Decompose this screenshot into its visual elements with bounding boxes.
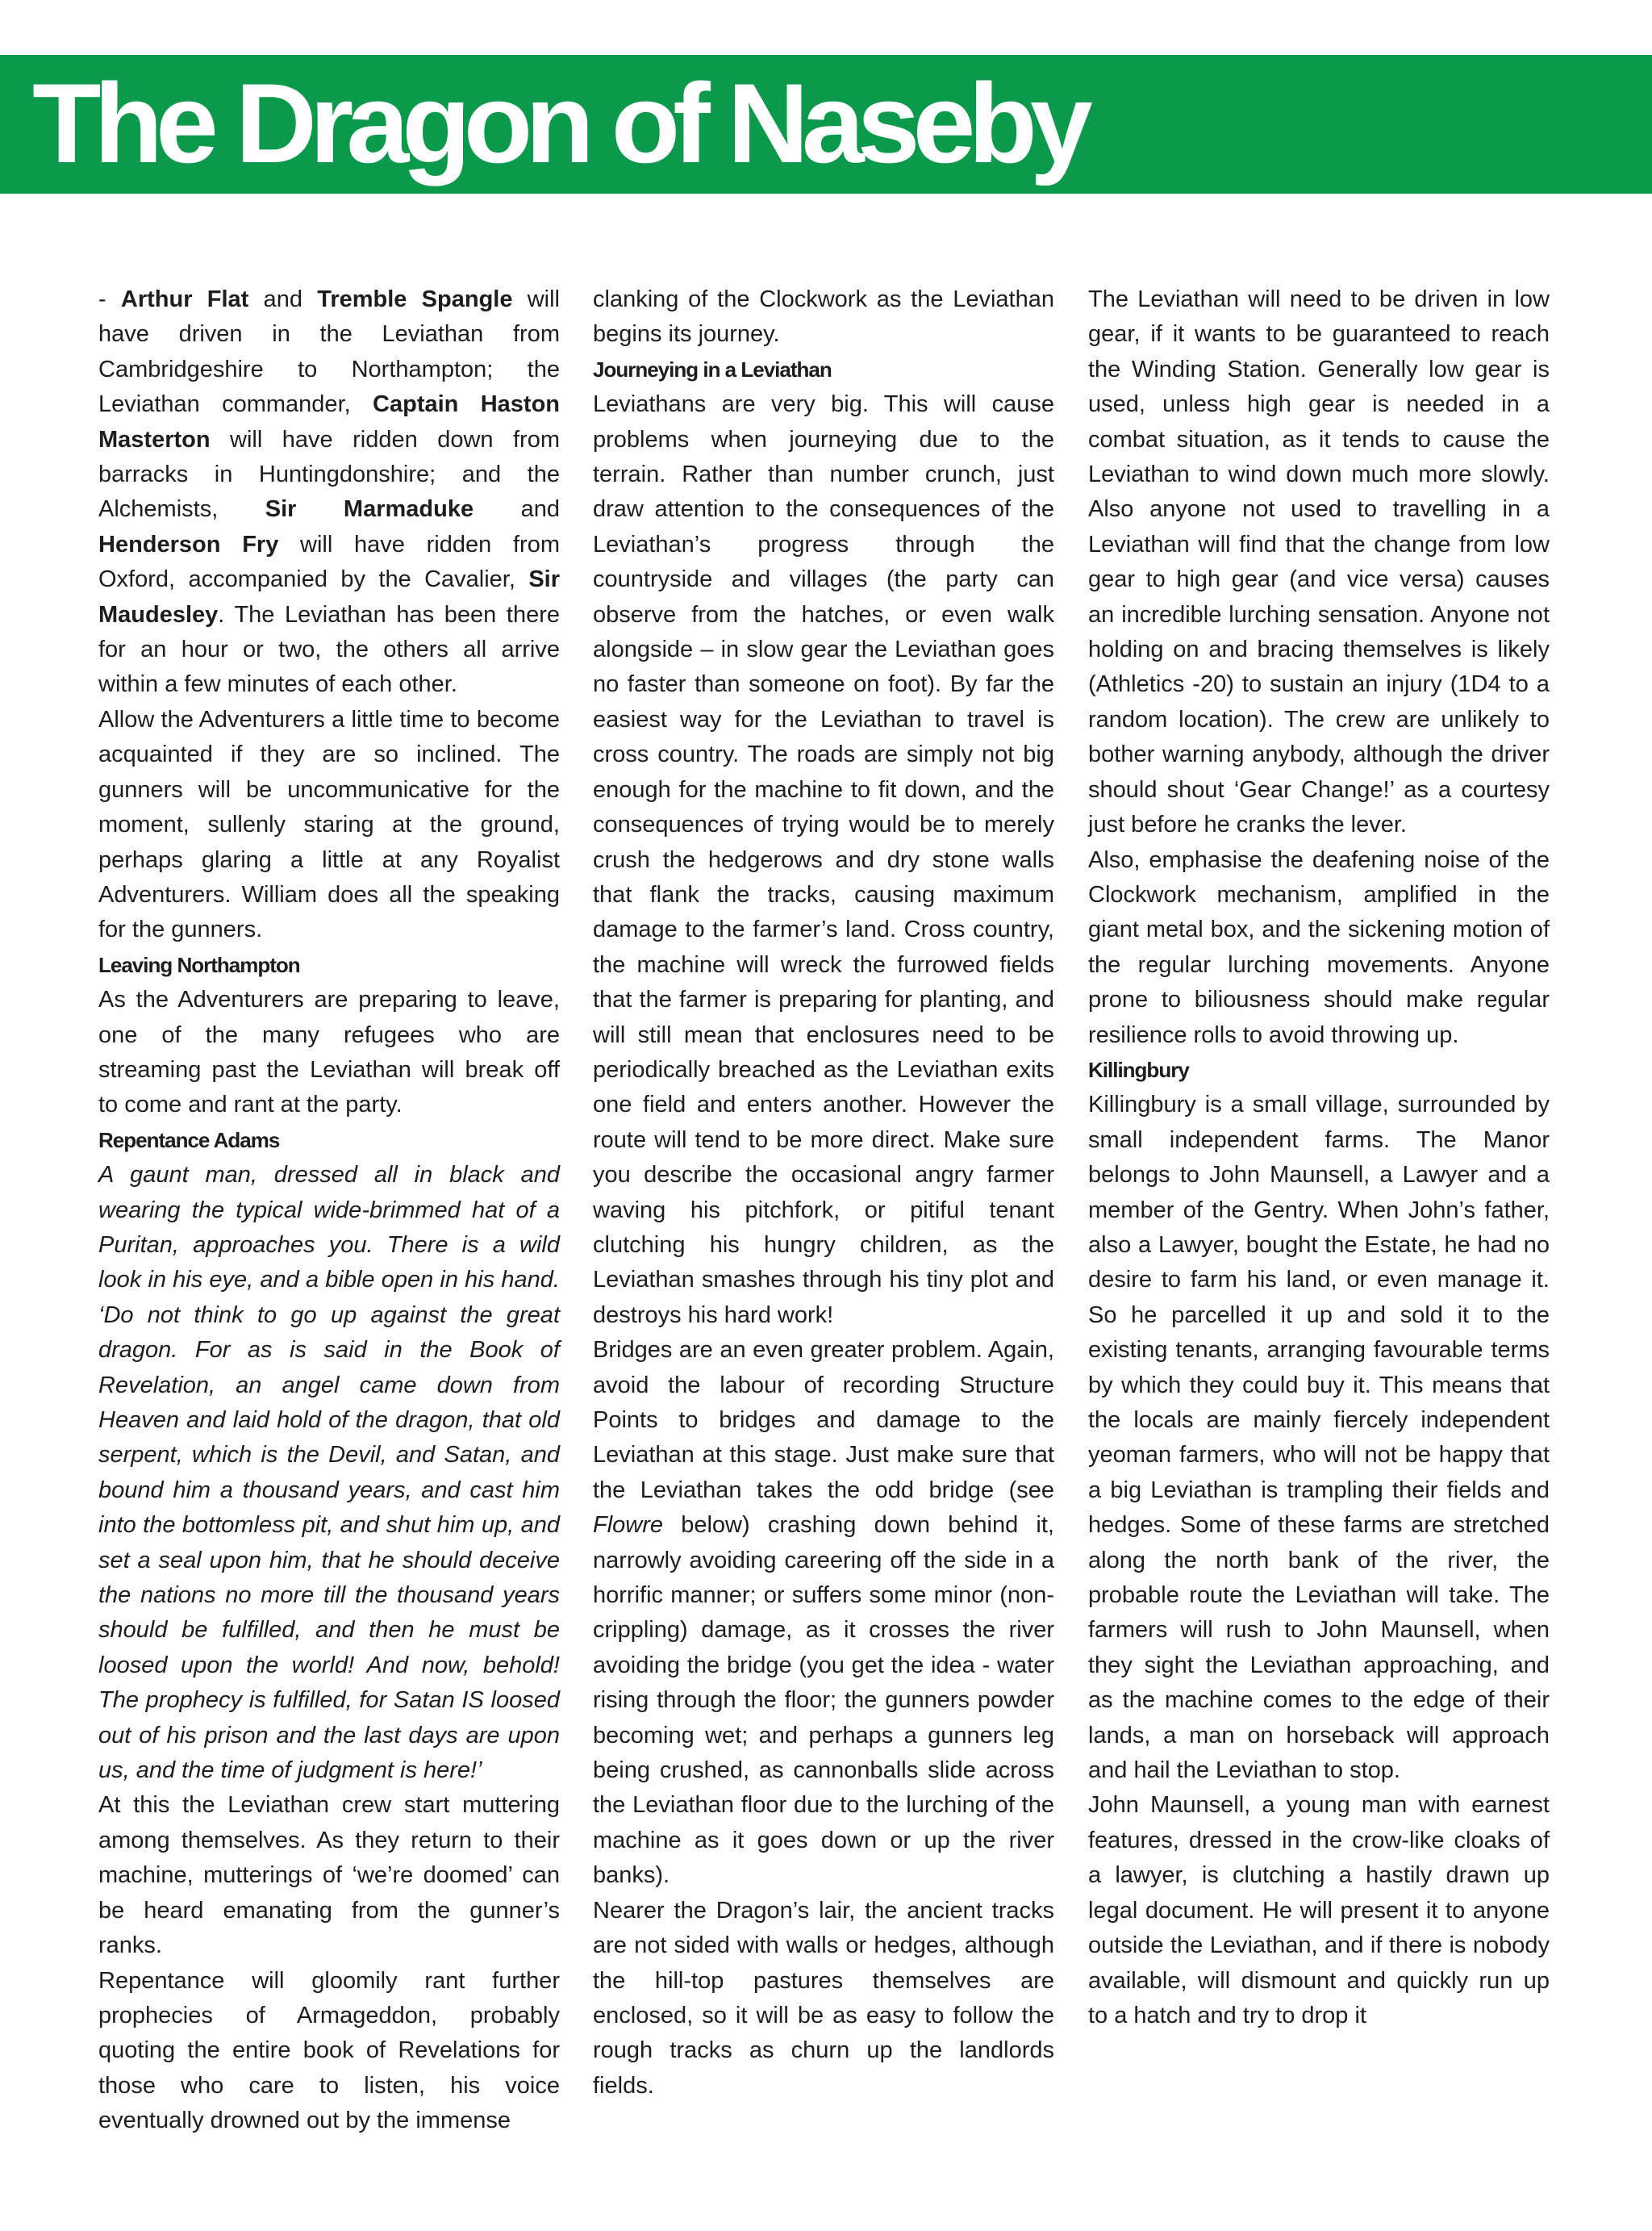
body-paragraph: The Leviathan will need to be driven in low gear, if it wants to be guaranteed to reach the Winding Station. Generally low gear is used, unless high gear is needed in a combat situation, as it tends to cause the Leviathan to wind down much more slowly. Also anyone not used to travelling in a Leviathan will find that the change from low gear to high gear (and vice versa) causes an incredible lurching sensation. Anyone not holding on and bracing themselves is likely (Athletics -20) to sustain an injury (1D4 to a random location). The crew are unlikely to bother warning anybody, although the driver should shout ‘Gear Change!’ as a courtesy just before he cranks the lever. (1088, 286, 1550, 838)
text-run: Bridges are an even greater problem. Again, avoid the labour of recording Structure Points to bridges and damage to the Leviathan at this stage. Just make sure that the Leviathan takes the odd bridge (see (593, 1337, 1054, 1503)
section-heading-journeying: Journeying in a Leviathan (593, 357, 832, 382)
cross-reference: Flowre (593, 1512, 664, 1539)
text-run: will have ridden down from barracks in Huntingdonshire; and the Alchemists, (98, 426, 560, 523)
text-column-3 (1088, 282, 1550, 2033)
character-name: Tremble Spangle (317, 286, 513, 312)
intro-paragraph (98, 282, 560, 703)
character-name: Henderson Fry (98, 531, 279, 558)
bridges-paragraph (593, 1333, 1054, 1894)
text-run: will have ridden from Oxford, accompanied by the Cavalier, (98, 531, 560, 593)
text-column-1 (98, 282, 560, 2139)
text-column-2 (593, 282, 1054, 2104)
text-run: will have driven in the Leviathan from Cambridgeshire to Northampton; the Leviathan commander, (98, 286, 560, 418)
body-paragraph: John Maunsell, a young man with earnest features, dressed in the crow-like cloaks of a lawyer, is clutching a hastily drawn up legal document. He will present it to anyone outside the Leviathan, and if there is nobody available, will dismount and quickly run up to a hatch and try to drop it (1088, 1792, 1550, 2028)
page-title: The Dragon of Naseby (32, 60, 1086, 186)
character-name: Sir Maudesley (98, 566, 560, 628)
body-paragraph: Leviathans are very big. This will cause problems when journeying due to the terrain. Rather than number crunch, just draw attention to the consequences of the Leviathan’s progress through the countryside and villages (the party can observe from the hatches, or even walk alongside – in slow gear the Leviathan goes no faster than someone on foot). By far the easiest way for the Leviathan to travel is cross country. The roads are simply not big enough for the machine to fit down, and the consequences of trying would be to merely crush the hedgerows and dry stone walls that flank the tracks, causing maximum damage to the farmer’s land. Cross country, the machine will wreck the furrowed fields that the farmer is preparing for planting, and will still mean that enclosures need to be periodically breached as the Leviathan exits one field and enters another. However the route will tend to be more direct. Make sure you describe the occasional angry farmer waving his pitchfork, or pitiful tenant clutching his hungry children, as the Leviathan smashes through his tiny plot and destroys his hard work! (593, 391, 1054, 1328)
character-name: Arthur Flat (120, 286, 249, 312)
section-heading-repentance-adams: Repentance Adams (98, 1127, 280, 1152)
section-heading-killingbury: Killingbury (1088, 1057, 1189, 1082)
section-heading-leaving-northampton: Leaving Northampton (98, 952, 300, 977)
body-paragraph: Repentance will gloomily rant further prophecies of Armageddon, probably quoting the entire book of Revelations for those who care to listen, his voice eventually drowned out by the immense (98, 1967, 560, 2134)
body-paragraph: Nearer the Dragon’s lair, the ancient tracks are not sided with walls or hedges, although the hill-top pastures themselves are enclosed, so it will be as easy to follow the rough tracks as churn up the landlords fields. (593, 1897, 1054, 2099)
body-paragraph: clanking of the Clockwork as the Leviathan begins its journey. (593, 286, 1054, 348)
title-banner (0, 55, 1652, 194)
body-paragraph: Killingbury is a small village, surrounded by small independent farms. The Manor belongs to John Maunsell, a Lawyer and a member of the Gentry. When John’s father, also a Lawyer, bought the Estate, he had no desire to farm his land, or even manage it. So he parcelled it up and sold it to the existing tenants, arranging favourable terms by which they could buy it. This means that the locals are mainly fiercely independent yeoman farmers, who will not be happy that a big Leviathan is trampling their fields and hedges. Some of these farms are stretched along the north bank of the river, the probable route the Leviathan will take. The farmers will rush to John Maunsell, when they sight the Leviathan approaching, and as the machine comes to the edge of their lands, a man on horseback will approach and hail the Leviathan to stop. (1088, 1092, 1550, 1784)
character-name: Sir Marmaduke (265, 496, 474, 523)
body-paragraph: At this the Leviathan crew start muttering among themselves. As they return to their machine, mutterings of ‘we’re doomed’ can be heard emanating from the gunner’s ranks. (98, 1792, 560, 1959)
text-run: below) crashing down behind it, narrowly avoiding careering off the side in a horrific manner; or suffers some minor (non-crippling) damage, as it crosses the river avoiding the bridge (you get the idea - water rising through the floor; the gunners powder becoming wet; and perhaps a gunners leg being crushed, as cannonballs slide across the Leviathan floor due to the lurching of the machine as it goes down or up the river banks). (593, 1512, 1054, 1889)
character-name: Captain Haston Masterton (98, 391, 560, 453)
text-run: . The Leviathan has been there for an hour or two, the others all arrive within a few minutes of each other. (98, 601, 560, 698)
text-run: - (98, 286, 121, 312)
text-run: and (473, 496, 560, 523)
read-aloud-paragraph: A gaunt man, dressed all in black and wearing the typical wide-brimmed hat of a Puritan, approaches you. There is a wild look in his eye, and a bible open in his hand. ‘Do not think to go up against the great dragon. For as is said in the Book of Revelation, an angel came down from Heaven and laid hold of the dragon, that old serpent, which is the Devil, and Satan, and bound him a thousand years, and cast him into the bottomless pit, and shut him up, and set a seal upon him, that he should deceive the nations no more till the thousand years should be fulfilled, and then he must be loosed upon the world! And now, behold! The prophecy is fulfilled, for Satan IS loosed out of his prison and the last days are upon us, and the time of judgment is here!’ (98, 1162, 560, 1784)
body-paragraph: As the Adventurers are preparing to leave, one of the many refugees who are streaming past the Leviathan will break off to come and rant at the party. (98, 987, 560, 1118)
body-paragraph: Allow the Adventurers a little time to become acquainted if they are so inclined. The gunners will be uncommunicative for the moment, sullenly staring at the ground, perhaps glaring a little at any Royalist Adventurers. William does all the speaking for the gunners. (98, 706, 560, 943)
text-run: and (248, 286, 318, 312)
body-paragraph: Also, emphasise the deafening noise of the Clockwork mechanism, amplified in the giant metal box, and the sickening motion of the regular lurching movements. Anyone prone to biliousness should make regular resilience rolls to avoid throwing up. (1088, 846, 1550, 1048)
